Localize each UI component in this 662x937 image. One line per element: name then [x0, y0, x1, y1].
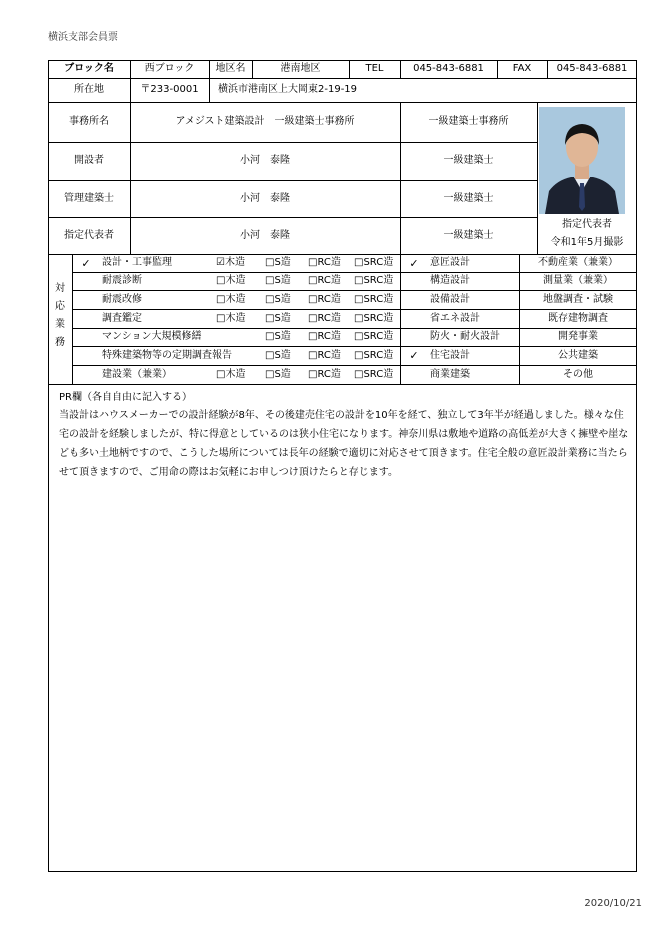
- service-mid: 住宅設計: [430, 349, 470, 361]
- service-src: □SRC造: [354, 331, 394, 342]
- service-name: 調査鑑定: [102, 312, 142, 324]
- fax-value: 045-843-6881: [556, 63, 628, 74]
- service-check: [72, 365, 100, 384]
- service-right: その他: [563, 368, 593, 380]
- tel-label: TEL: [365, 63, 384, 74]
- pr-body: 当設計はハウスメーカーでの設計経験が8年、その後建売住宅の設計を10年を経て、独立して3年半が経過しました。様々な住宅の設計を経験しましたが、特に得意としているのは狭小住宅になります。神奈川県は敷地や道路の高低差が大きく擁壁や崖なども多い土地柄ですので、こうした場所については長年の経験で適切に対応させて頂きます。住宅全般の意匠設計業務に当たらせて頂きますので、ご用命の際はお気軽にお申しつけ頂けたらと存じます。: [59, 410, 629, 478]
- service-check2: ✓: [409, 349, 419, 362]
- service-rc: □RC造: [308, 368, 341, 380]
- area-label: 地区名: [215, 63, 246, 74]
- service-wood: ☑木造: [216, 257, 245, 268]
- service-mid: 商業建築: [430, 368, 470, 380]
- service-right: 地盤調査・試験: [543, 293, 613, 305]
- tel-value: 045-843-6881: [413, 63, 484, 74]
- service-wood: □木造: [216, 275, 246, 286]
- address-value: 横浜市港南区上大岡東2-19-19: [218, 84, 358, 95]
- service-wood: □木造: [216, 312, 246, 324]
- services-label-char: 対: [55, 283, 65, 294]
- service-src: □SRC造: [354, 275, 394, 286]
- service-right: 不動産業（兼業）: [538, 257, 618, 268]
- area-value: 港南地区: [280, 63, 321, 74]
- service-name: 耐震診断: [102, 275, 142, 286]
- photo-caption-date: 令和1年5月撮影: [550, 237, 624, 248]
- service-wood: □木造: [216, 368, 246, 380]
- pr-title: PR欄（各自自由に記入する）: [59, 392, 192, 403]
- rep-qual: 一級建築士: [443, 229, 494, 241]
- service-check: [72, 290, 100, 309]
- service-rc: □RC造: [308, 275, 341, 286]
- office-type: 一級建築士事務所: [428, 116, 509, 127]
- service-name: 耐震改修: [102, 293, 142, 305]
- service-mid: 省エネ設計: [430, 312, 480, 324]
- fax-label: FAX: [512, 63, 532, 74]
- service-check2: [400, 365, 428, 384]
- service-rc: □RC造: [308, 312, 341, 324]
- service-name: 建設業（兼業）: [102, 368, 172, 380]
- service-rc: □RC造: [308, 257, 341, 268]
- service-check2: ✓: [409, 256, 419, 270]
- service-steel: □S造: [265, 312, 291, 324]
- rep-label: 指定代表者: [64, 229, 114, 241]
- services-label-char: 業: [55, 319, 65, 330]
- services-label-char: 応: [55, 301, 65, 312]
- manager-qual: 一級建築士: [443, 192, 494, 204]
- service-mid: 構造設計: [430, 275, 470, 286]
- service-wood: [216, 328, 264, 346]
- service-right: 開発事業: [558, 331, 598, 342]
- office-name: アメジスト建築設計 一級建築士事務所: [175, 116, 355, 127]
- services-label-char: 務: [55, 337, 65, 348]
- photo-caption-role: 指定代表者: [562, 219, 612, 230]
- service-steel: □S造: [265, 257, 291, 268]
- service-rc: □RC造: [308, 349, 341, 361]
- service-right: 公共建築: [558, 349, 598, 361]
- block-value: 西ブロック: [144, 63, 195, 74]
- service-src: □SRC造: [354, 368, 394, 380]
- postal-code: 〒233-0001: [140, 84, 199, 95]
- service-check: [72, 309, 100, 328]
- service-check2: [400, 328, 428, 346]
- manager-label: 管理建築士: [64, 192, 114, 204]
- service-right: 測量業（兼業）: [543, 275, 613, 286]
- service-src: □SRC造: [354, 257, 394, 268]
- service-mid: 意匠設計: [430, 257, 470, 268]
- service-check: [72, 272, 100, 290]
- service-check2: [400, 309, 428, 328]
- service-mid: 防火・耐火設計: [430, 331, 500, 342]
- founder-qual: 一級建築士: [443, 155, 494, 166]
- service-name: 設計・工事監理: [102, 257, 172, 268]
- service-check2: [400, 290, 428, 309]
- service-rc: □RC造: [308, 331, 341, 342]
- service-steel: □S造: [265, 275, 291, 286]
- service-check: [72, 346, 100, 365]
- document-title: 横浜支部会員票: [48, 32, 118, 43]
- service-check2: [400, 272, 428, 290]
- service-wood: □木造: [216, 293, 246, 305]
- service-steel: □S造: [265, 331, 291, 342]
- service-check: ✓: [81, 256, 91, 270]
- manager-name: 小河 泰隆: [240, 192, 290, 204]
- document-date: 2020/10/21: [584, 898, 642, 909]
- service-steel: □S造: [265, 368, 291, 380]
- founder-label: 開設者: [74, 155, 104, 166]
- service-name: マンション大規模修繕: [102, 331, 202, 342]
- service-steel: □S造: [265, 293, 291, 305]
- address-label: 所在地: [74, 84, 104, 95]
- service-mid: 設備設計: [430, 293, 470, 305]
- service-src: □SRC造: [354, 349, 394, 361]
- service-right: 既存建物調査: [548, 312, 608, 324]
- block-label: ブロック名: [64, 63, 114, 74]
- service-steel: □S造: [265, 349, 291, 361]
- service-check: [72, 328, 100, 346]
- representative-photo: [539, 107, 625, 214]
- founder-name: 小河 泰隆: [240, 155, 290, 166]
- service-src: □SRC造: [354, 293, 394, 305]
- service-name: 特殊建築物等の定期調査報告: [102, 349, 232, 361]
- office-label: 事務所名: [69, 116, 109, 127]
- service-rc: □RC造: [308, 293, 341, 305]
- rep-name: 小河 泰隆: [240, 229, 290, 241]
- service-wood: [216, 346, 264, 365]
- service-src: □SRC造: [354, 312, 394, 324]
